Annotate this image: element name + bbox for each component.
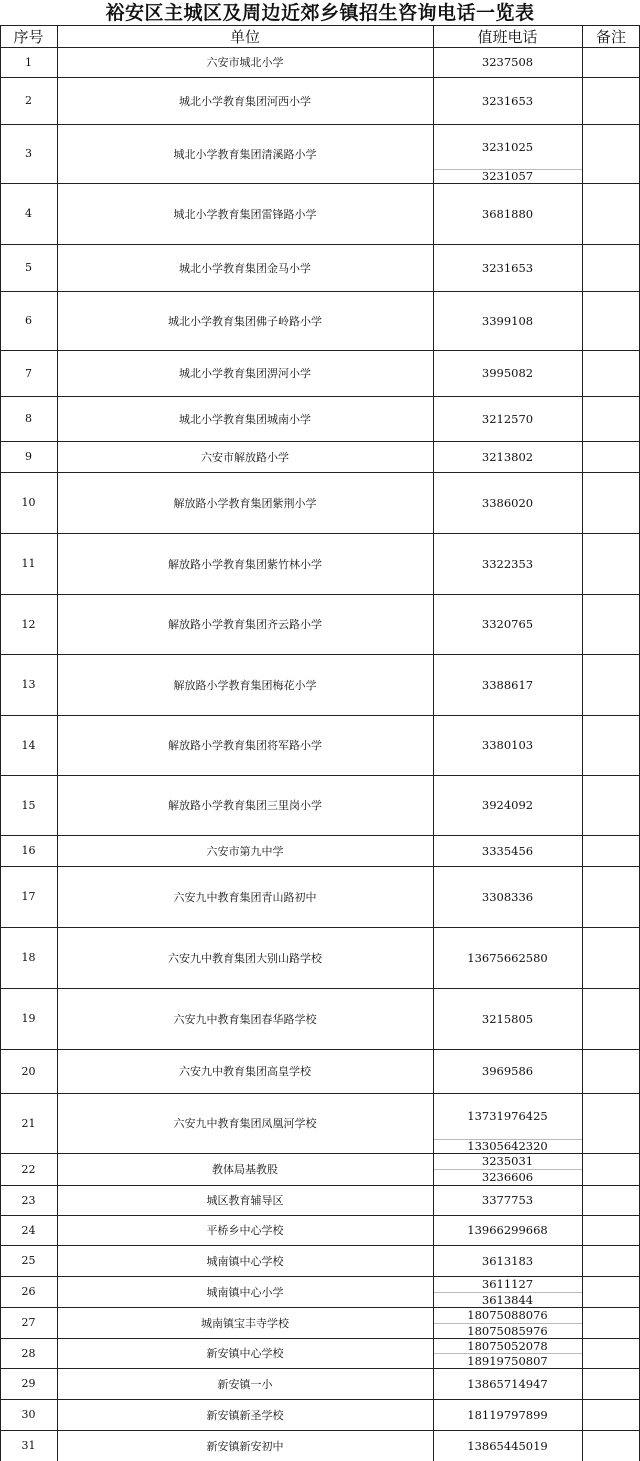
- row-unit: 六安九中教育集团大别山路学校: [168, 951, 322, 965]
- row-divider: [0, 1215, 640, 1216]
- row-unit: 解放路小学教育集团齐云路小学: [168, 618, 322, 631]
- column-divider: [433, 25, 434, 1461]
- row-divider: [0, 866, 640, 867]
- row-seq: 26: [21, 1285, 36, 1298]
- row-phone: 3231025: [481, 139, 534, 154]
- row-unit: 解放路小学教育集团紫荆小学: [173, 496, 317, 510]
- row-divider: [0, 441, 640, 442]
- row-divider: [0, 1276, 640, 1277]
- row-phone: 3388617: [481, 677, 534, 692]
- header-phone: 值班电话: [477, 27, 538, 46]
- row-seq: 9: [25, 450, 32, 463]
- header-unit: 单位: [229, 27, 260, 46]
- row-phone: 18075088076: [467, 1308, 548, 1322]
- row-phone: 3213802: [481, 449, 534, 464]
- row-phone: 3231653: [481, 93, 534, 108]
- row-unit: 城北小学教育集团城南小学: [179, 412, 311, 426]
- phone-divider: [433, 1169, 582, 1170]
- row-phone: 3377753: [481, 1193, 534, 1207]
- row-phone: 3231653: [481, 260, 534, 275]
- row-seq: 28: [21, 1346, 36, 1360]
- row-divider: [0, 350, 640, 351]
- row-unit: 解放路小学教育集团三里岗小学: [168, 799, 322, 812]
- row-divider: [0, 244, 640, 245]
- row-divider: [0, 775, 640, 776]
- row-unit: 解放路小学教育集团梅花小学: [173, 678, 317, 692]
- row-seq: 7: [25, 366, 32, 380]
- row-phone-secondary: 18075085976: [467, 1323, 548, 1338]
- row-phone-secondary: 18919750807: [467, 1353, 548, 1368]
- row-seq: 3: [25, 147, 32, 160]
- row-unit: 城北小学教育集团佛子岭路小学: [168, 314, 322, 328]
- row-divider: [0, 1185, 640, 1186]
- row-phone: 3924092: [481, 798, 534, 812]
- row-seq: 2: [25, 94, 32, 107]
- row-phone: 13675662580: [467, 950, 548, 965]
- row-seq: 10: [21, 496, 36, 509]
- row-seq: 15: [21, 798, 36, 812]
- row-divider: [0, 124, 640, 125]
- row-phone: 3335456: [481, 843, 534, 858]
- row-divider: [0, 835, 640, 836]
- row-seq: 25: [21, 1254, 36, 1267]
- row-phone: 3611127: [481, 1277, 534, 1291]
- row-unit: 城北小学教育集团淠河小学: [179, 367, 311, 380]
- row-divider: [0, 1399, 640, 1400]
- row-phone: 3320765: [481, 617, 534, 631]
- row-seq: 29: [21, 1377, 36, 1390]
- row-divider: [0, 47, 640, 48]
- row-divider: [0, 396, 640, 397]
- row-phone: 3308336: [481, 889, 534, 904]
- column-divider: [0, 25, 1, 1461]
- page-title: 裕安区主城区及周边近郊乡镇招生咨询电话一览表: [105, 2, 535, 24]
- row-unit: 六安市第九中学: [206, 844, 284, 858]
- row-divider: [0, 654, 640, 655]
- row-phone-secondary: 3613844: [481, 1292, 534, 1307]
- row-phone: 3380103: [481, 738, 534, 752]
- row-unit: 新安镇新圣学校: [206, 1408, 284, 1422]
- row-divider: [0, 291, 640, 292]
- row-divider: [0, 594, 640, 595]
- row-unit: 解放路小学教育集团紫竹林小学: [168, 557, 322, 571]
- row-seq: 4: [25, 207, 32, 220]
- row-unit: 城南镇中心小学: [206, 1285, 284, 1299]
- row-seq: 20: [21, 1064, 36, 1078]
- row-seq: 1: [25, 55, 32, 69]
- row-divider: [0, 1153, 640, 1154]
- row-phone: 13865445019: [467, 1438, 548, 1453]
- row-phone-secondary: 13305642320: [467, 1139, 548, 1153]
- phone-divider: [433, 1139, 582, 1140]
- row-phone: 3215805: [481, 1011, 534, 1026]
- row-unit: 教体局基教股: [212, 1163, 278, 1176]
- header-note: 备注: [595, 27, 626, 46]
- row-seq: 6: [25, 314, 32, 327]
- row-unit: 六安九中教育集团春华路学校: [173, 1012, 317, 1026]
- row-phone: 3969586: [481, 1064, 534, 1078]
- row-divider: [0, 1245, 640, 1246]
- row-unit: 六安九中教育集团高皇学校: [179, 1065, 311, 1078]
- row-phone: 3386020: [481, 495, 534, 510]
- row-seq: 21: [21, 1116, 36, 1130]
- row-unit: 六安九中教育集团凤凰河学校: [173, 1117, 317, 1130]
- row-divider: [0, 1049, 640, 1050]
- row-phone: 18075052078: [467, 1338, 548, 1353]
- row-divider: [0, 715, 640, 716]
- row-seq: 31: [21, 1439, 36, 1452]
- phone-divider: [433, 169, 582, 170]
- row-phone-secondary: 3231057: [481, 169, 534, 183]
- row-unit: 六安市解放路小学: [201, 450, 289, 464]
- row-unit: 新安镇中心学校: [206, 1347, 284, 1360]
- row-unit: 新安镇新安初中: [206, 1439, 284, 1453]
- row-divider: [0, 25, 640, 26]
- row-seq: 12: [21, 617, 36, 631]
- row-unit: 城北小学教育集团清溪路小学: [173, 147, 317, 161]
- row-phone: 3681880: [481, 206, 534, 221]
- row-divider: [0, 1338, 640, 1339]
- row-seq: 18: [21, 951, 36, 964]
- row-divider: [0, 988, 640, 989]
- row-phone: 3613183: [481, 1253, 534, 1268]
- row-phone: 18119797899: [467, 1407, 548, 1422]
- phone-divider: [433, 1292, 582, 1293]
- phone-divider: [433, 1353, 582, 1354]
- row-seq: 11: [21, 557, 36, 570]
- row-seq: 8: [25, 412, 32, 425]
- row-divider: [0, 183, 640, 184]
- row-unit: 新安镇一小: [217, 1377, 273, 1391]
- row-unit: 六安九中教育集团青山路初中: [173, 890, 317, 904]
- row-seq: 27: [21, 1316, 36, 1329]
- row-seq: 24: [21, 1223, 36, 1237]
- row-unit: 城南镇中心学校: [206, 1254, 284, 1268]
- row-unit: 平桥乡中心学校: [206, 1224, 284, 1237]
- row-unit: 城北小学教育集团金马小学: [179, 261, 311, 275]
- row-seq: 19: [21, 1012, 36, 1025]
- row-divider: [0, 1368, 640, 1369]
- row-seq: 30: [21, 1408, 36, 1421]
- row-unit: 城区教育辅导区: [206, 1194, 284, 1207]
- row-seq: 5: [25, 261, 32, 274]
- row-phone: 13731976425: [467, 1109, 548, 1123]
- row-divider: [0, 472, 640, 473]
- phone-divider: [433, 1323, 582, 1324]
- row-divider: [0, 77, 640, 78]
- row-divider: [0, 927, 640, 928]
- row-unit: 六安市城北小学: [206, 56, 284, 69]
- row-divider: [0, 533, 640, 534]
- row-seq: 17: [21, 890, 36, 903]
- row-unit: 城南镇宝丰寺学校: [201, 1316, 289, 1330]
- row-seq: 16: [21, 844, 36, 857]
- row-phone: 3235031: [481, 1154, 534, 1168]
- row-phone: 13865714947: [467, 1376, 548, 1391]
- row-seq: 14: [21, 738, 36, 752]
- row-unit: 城北小学教育集团雷锋路小学: [173, 207, 317, 221]
- row-seq: 13: [21, 678, 36, 691]
- row-phone: 3399108: [481, 313, 534, 328]
- row-seq: 23: [21, 1193, 36, 1207]
- row-phone: 3237508: [481, 55, 534, 69]
- header-seq: 序号: [13, 27, 44, 46]
- row-divider: [0, 1093, 640, 1094]
- row-phone-secondary: 3236606: [481, 1170, 534, 1184]
- row-phone: 3212570: [481, 411, 534, 426]
- row-unit: 城北小学教育集团河西小学: [179, 94, 311, 108]
- column-divider: [582, 25, 583, 1461]
- row-divider: [0, 1307, 640, 1308]
- column-divider: [57, 25, 58, 1461]
- row-unit: 解放路小学教育集团将军路小学: [168, 739, 322, 752]
- row-phone: 3995082: [481, 366, 534, 380]
- row-phone: 3322353: [481, 556, 534, 571]
- row-seq: 22: [21, 1162, 36, 1176]
- row-divider: [0, 1430, 640, 1431]
- row-phone: 13966299668: [467, 1223, 548, 1237]
